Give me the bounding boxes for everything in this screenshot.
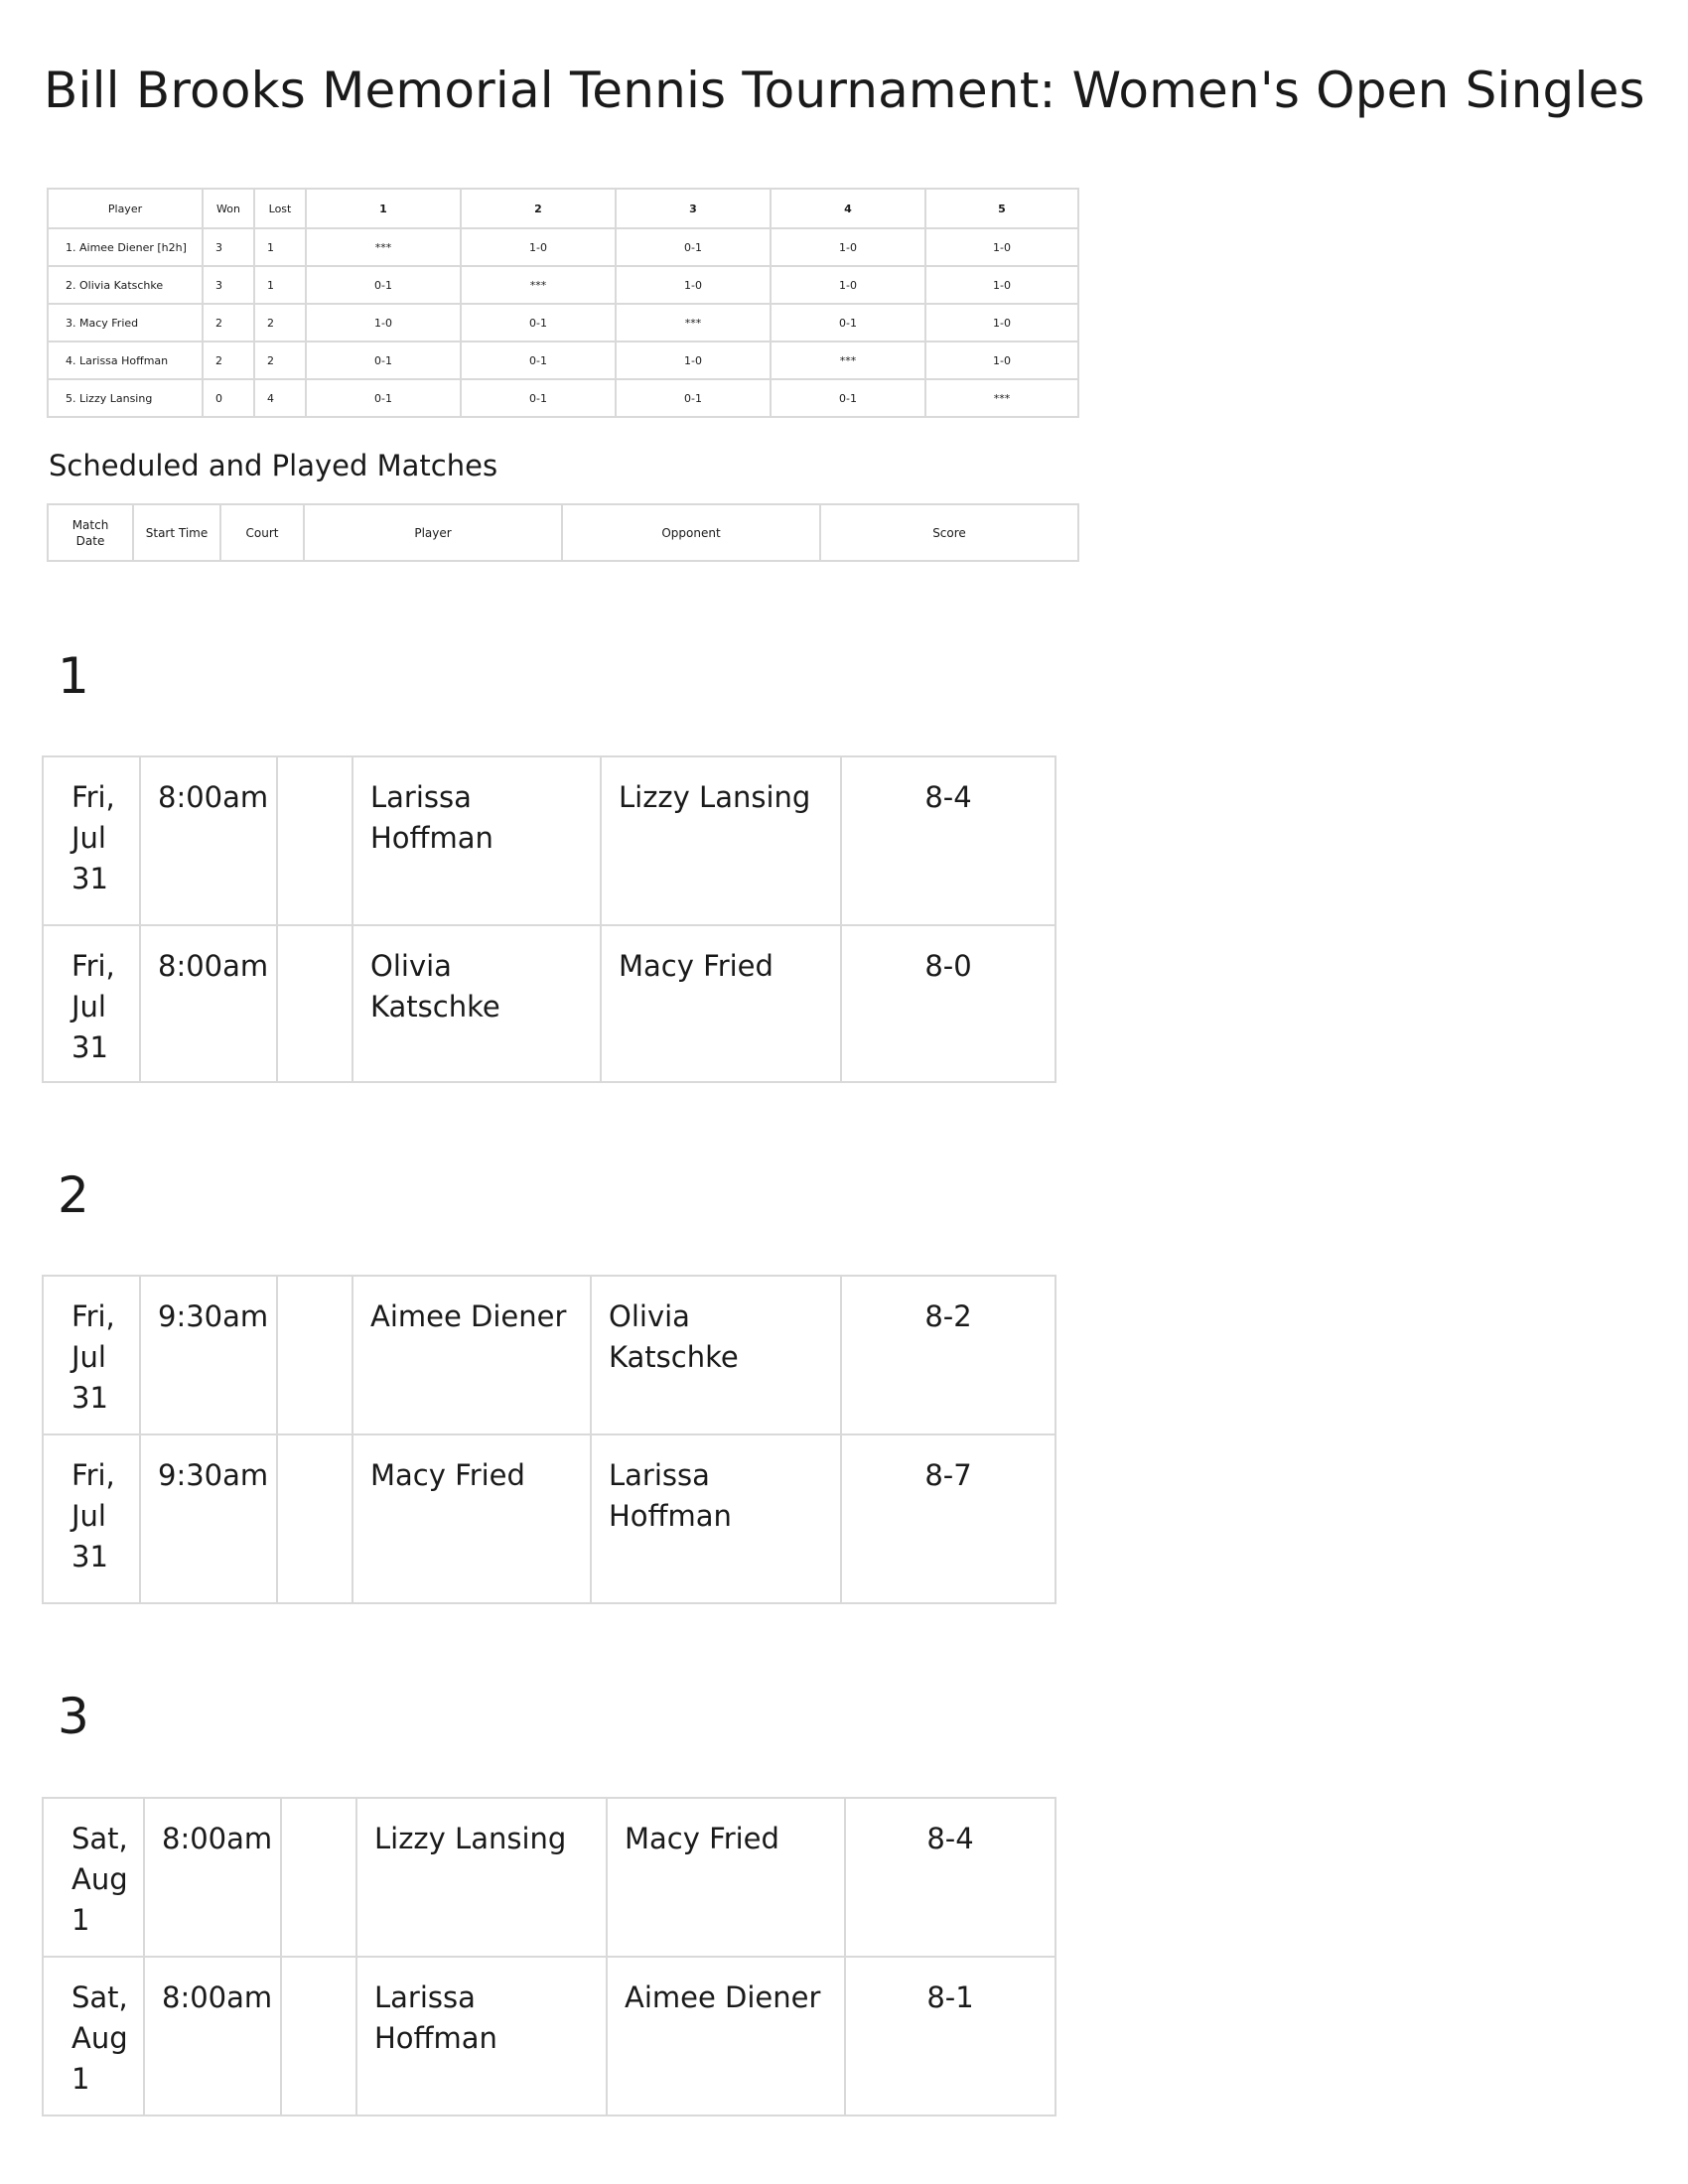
result-cell: 0-1	[616, 379, 771, 417]
opponent	[607, 1798, 845, 1957]
start-time: 8:00am	[140, 925, 277, 1082]
lost-count: 2	[254, 341, 306, 379]
date-num: 31	[71, 1030, 108, 1064]
match-row[interactable]	[43, 1434, 1055, 1603]
court	[281, 1798, 356, 1957]
result-cell: 1-0	[925, 228, 1078, 266]
result-cell: 1-0	[771, 228, 925, 266]
result-cell: 0-1	[461, 379, 616, 417]
player-name-line1: Aimee Diener	[370, 1299, 567, 1333]
page-title: Bill Brooks Memorial Tennis Tournament: Women's Open Singles	[44, 62, 1645, 119]
score: 8-1	[845, 1957, 1055, 2116]
player	[352, 756, 601, 925]
result-cell: ***	[925, 379, 1078, 417]
won-count: 2	[203, 341, 254, 379]
opponent-name-line1: Macy Fried	[625, 1822, 779, 1855]
court	[281, 1957, 356, 2116]
result-cell: 1-0	[461, 228, 616, 266]
round-2-table	[42, 1275, 1056, 1604]
result-cell: 1-0	[616, 341, 771, 379]
date-month: Jul	[71, 990, 106, 1024]
date-day: Sat,	[71, 1822, 128, 1855]
match-date	[43, 925, 140, 1082]
date-day: Sat,	[71, 1980, 128, 2014]
opponent-name-line1: Olivia Katschke	[609, 1299, 739, 1374]
result-cell: ***	[771, 341, 925, 379]
result-cell: 0-1	[306, 341, 461, 379]
result-cell: 1-0	[925, 304, 1078, 341]
score: 8-4	[845, 1798, 1055, 1957]
result-cell: 0-1	[306, 266, 461, 304]
player	[352, 1434, 591, 1603]
col-header-match-date	[48, 504, 133, 561]
match-date	[43, 1276, 140, 1434]
lost-count: 4	[254, 379, 306, 417]
col-header-score: Score	[820, 504, 1078, 561]
standings-row	[48, 304, 1078, 341]
col-header-1: 1	[306, 189, 461, 228]
result-cell: 1-0	[925, 341, 1078, 379]
opponent-name-line2: Hoffman	[609, 1499, 732, 1533]
schedule-header-row	[48, 504, 1078, 561]
lost-count: 1	[254, 228, 306, 266]
score: 8-4	[841, 756, 1055, 925]
lost-count: 1	[254, 266, 306, 304]
player	[352, 1276, 591, 1434]
court	[277, 1276, 352, 1434]
result-cell: ***	[306, 228, 461, 266]
score: 8-2	[841, 1276, 1055, 1434]
match-row[interactable]	[43, 1957, 1055, 2116]
standings-row	[48, 228, 1078, 266]
match-date-label-line2: Date	[75, 533, 105, 548]
opponent-name-line1: Larissa	[609, 1458, 710, 1492]
opponent	[591, 1276, 841, 1434]
col-header-opponent: Opponent	[562, 504, 820, 561]
match-row[interactable]	[43, 756, 1055, 925]
result-cell: 1-0	[771, 266, 925, 304]
won-count: 3	[203, 228, 254, 266]
match-row[interactable]	[43, 1798, 1055, 1957]
score: 8-7	[841, 1434, 1055, 1603]
col-header-4: 4	[771, 189, 925, 228]
date-month: Jul	[71, 821, 106, 855]
court	[277, 925, 352, 1082]
date-num: 31	[71, 862, 108, 895]
standings-row	[48, 266, 1078, 304]
result-cell: 0-1	[616, 228, 771, 266]
player	[352, 925, 601, 1082]
col-header-3: 3	[616, 189, 771, 228]
col-header-player: Player	[48, 189, 203, 228]
result-cell: ***	[616, 304, 771, 341]
player-name[interactable]: 4. Larissa Hoffman	[48, 341, 203, 379]
score: 8-0	[841, 925, 1055, 1082]
player-name-line1: Olivia Katschke	[370, 949, 500, 1024]
result-cell: 0-1	[461, 341, 616, 379]
player-name[interactable]: 3. Macy Fried	[48, 304, 203, 341]
player-name-line1: Larissa	[370, 780, 472, 814]
standings-row	[48, 341, 1078, 379]
round-label-3: 3	[58, 1688, 89, 1745]
start-time: 8:00am	[140, 756, 277, 925]
result-cell: 0-1	[771, 379, 925, 417]
player-name[interactable]: 1. Aimee Diener [h2h]	[48, 228, 203, 266]
won-count: 3	[203, 266, 254, 304]
start-time: 9:30am	[140, 1276, 277, 1434]
match-date	[43, 756, 140, 925]
date-num: 31	[71, 1381, 108, 1415]
player-name-line1: Larissa	[374, 1980, 476, 2014]
col-header-5: 5	[925, 189, 1078, 228]
opponent	[601, 925, 841, 1082]
court	[277, 756, 352, 925]
date-day: Fri,	[71, 949, 115, 983]
opponent-name-line1: Lizzy Lansing	[619, 780, 811, 814]
date-month: Aug	[71, 2021, 128, 2055]
won-count: 2	[203, 304, 254, 341]
player-name-line1: Lizzy Lansing	[374, 1822, 567, 1855]
player-name[interactable]: 5. Lizzy Lansing	[48, 379, 203, 417]
round-3-table	[42, 1797, 1056, 2116]
date-num: 1	[71, 1903, 90, 1937]
result-cell: 0-1	[461, 304, 616, 341]
opponent	[601, 756, 841, 925]
opponent	[607, 1957, 845, 2116]
match-row[interactable]	[43, 1276, 1055, 1434]
match-date-label-line1: Match	[71, 517, 109, 532]
col-header-player: Player	[304, 504, 562, 561]
player	[356, 1957, 607, 2116]
round-label-1: 1	[58, 647, 89, 705]
standings-table	[47, 188, 1079, 418]
player-name-line2: Hoffman	[370, 821, 493, 855]
date-num: 1	[71, 2062, 90, 2096]
result-cell: 1-0	[616, 266, 771, 304]
match-date	[43, 1957, 144, 2116]
court	[277, 1434, 352, 1603]
match-date	[43, 1434, 140, 1603]
player-name[interactable]: 2. Olivia Katschke	[48, 266, 203, 304]
opponent	[591, 1434, 841, 1603]
start-time: 8:00am	[144, 1798, 281, 1957]
match-date	[43, 1798, 144, 1957]
match-row[interactable]	[43, 925, 1055, 1082]
col-header-lost: Lost	[254, 189, 306, 228]
result-cell: 0-1	[771, 304, 925, 341]
round-1-table	[42, 755, 1056, 1083]
col-header-start-time: Start Time	[133, 504, 220, 561]
schedule-heading: Scheduled and Played Matches	[49, 449, 498, 482]
date-month: Jul	[71, 1340, 106, 1374]
opponent-name-line1: Macy Fried	[619, 949, 774, 983]
date-month: Aug	[71, 1862, 128, 1896]
won-count: 0	[203, 379, 254, 417]
col-header-won: Won	[203, 189, 254, 228]
col-header-2: 2	[461, 189, 616, 228]
standings-row	[48, 379, 1078, 417]
date-month: Jul	[71, 1499, 106, 1533]
player-name-line2: Hoffman	[374, 2021, 497, 2055]
date-day: Fri,	[71, 780, 115, 814]
date-day: Fri,	[71, 1299, 115, 1333]
player-name-line1: Macy Fried	[370, 1458, 525, 1492]
lost-count: 2	[254, 304, 306, 341]
col-header-court: Court	[220, 504, 304, 561]
result-cell: 1-0	[925, 266, 1078, 304]
start-time: 8:00am	[144, 1957, 281, 2116]
schedule-header-table	[47, 503, 1079, 562]
result-cell: ***	[461, 266, 616, 304]
standings-header-row	[48, 189, 1078, 228]
round-label-2: 2	[58, 1166, 89, 1224]
result-cell: 0-1	[306, 379, 461, 417]
result-cell: 1-0	[306, 304, 461, 341]
player	[356, 1798, 607, 1957]
opponent-name-line1: Aimee Diener	[625, 1980, 821, 2014]
date-day: Fri,	[71, 1458, 115, 1492]
start-time: 9:30am	[140, 1434, 277, 1603]
date-num: 31	[71, 1540, 108, 1573]
